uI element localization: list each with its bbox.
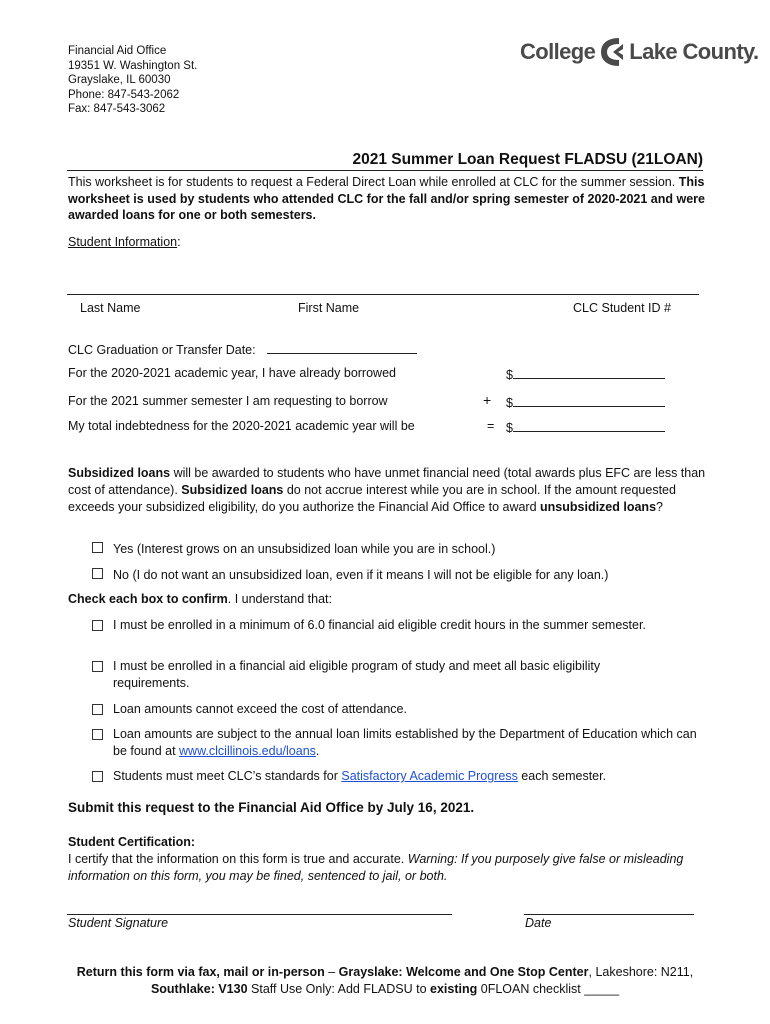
footer-lakeshore: , Lakeshore: N211, bbox=[588, 965, 694, 979]
dollar-sign: $ bbox=[506, 421, 513, 435]
check-sap-label: Students must meet CLC’s standards for bbox=[113, 769, 342, 783]
footer-instructions bbox=[30, 964, 740, 998]
check-loan-limits-label: Loan amounts are subject to the annual loan limits established by the Department of Education which can be found at bbox=[113, 727, 697, 758]
option-no[interactable] bbox=[92, 567, 608, 584]
certification-heading: Student Certification: bbox=[68, 835, 196, 849]
dollar-sign: $ bbox=[506, 368, 513, 382]
footer-southlake: Southlake: V130 bbox=[150, 982, 248, 996]
checkbox-cost[interactable] bbox=[92, 704, 103, 715]
total-field bbox=[506, 419, 665, 435]
footer-checklist: 0FLOAN checklist _____ bbox=[477, 982, 620, 996]
student-signature-label: Student Signature bbox=[68, 916, 169, 930]
equals-operator: = bbox=[487, 419, 495, 433]
footer-existing: existing bbox=[430, 982, 478, 996]
office-name: Financial Aid Office bbox=[68, 45, 167, 57]
office-address bbox=[68, 44, 197, 117]
dollar-sign: $ bbox=[506, 396, 513, 410]
borrowed-label: For the 2020-2021 academic year, I have already borrowed bbox=[68, 366, 396, 380]
office-fax: Fax: 847-543-3062 bbox=[68, 103, 166, 116]
checkbox-credit-hours[interactable] bbox=[92, 620, 103, 631]
submit-deadline: Submit this request to the Financial Aid Office by July 16, 2021. bbox=[68, 800, 475, 815]
logo-word-right: Lake County. bbox=[629, 39, 759, 64]
intro-plain: This worksheet is for students to request a Federal Direct Loan while enrolled at CLC for the summer session. bbox=[68, 175, 679, 189]
subsidized-text-2: do not accrue interest while you are in school. If the amount requested exceeds your subsidized eligibility, do you authorize the Financial Aid Office to award bbox=[68, 483, 676, 514]
borrowed-input[interactable] bbox=[513, 366, 665, 379]
grad-date-field[interactable] bbox=[267, 341, 417, 354]
check-sap-end: each semester. bbox=[517, 769, 607, 783]
check-cost-label: Loan amounts cannot exceed the cost of attendance. bbox=[113, 702, 407, 716]
check-credit-hours[interactable] bbox=[92, 617, 652, 634]
request-label: For the 2021 summer semester I am requesting to borrow bbox=[68, 394, 388, 408]
grad-date-row bbox=[68, 341, 417, 357]
check-sap[interactable] bbox=[92, 768, 712, 785]
intro-bold: This worksheet is used by students who attended CLC for the fall and/or spring semester of 2020-2021 and were awarded loans for one or both semesters. bbox=[68, 175, 705, 222]
student-info-colon: : bbox=[177, 235, 181, 249]
name-input-line[interactable] bbox=[67, 294, 699, 295]
check-eligible-program[interactable] bbox=[92, 658, 662, 691]
grad-date-label: CLC Graduation or Transfer Date: bbox=[68, 343, 256, 357]
footer-dash: – bbox=[324, 965, 339, 979]
total-label: My total indebtedness for the 2020-2021 academic year will be bbox=[68, 419, 415, 433]
subsidized-paragraph bbox=[68, 465, 708, 516]
footer-return: Return this form via fax, mail or in-person bbox=[76, 965, 325, 979]
check-credit-hours-label: I must be enrolled in a minimum of 6.0 financial aid eligible credit hours in the summer semester. bbox=[113, 618, 646, 632]
first-name-label: First Name bbox=[298, 301, 360, 315]
college-logo bbox=[520, 30, 759, 74]
unsubsidized-term: unsubsidized loans bbox=[540, 500, 657, 514]
student-info-heading bbox=[68, 235, 181, 249]
student-id-label: CLC Student ID # bbox=[573, 301, 671, 315]
footer-grayslake: Grayslake: Welcome and One Stop Center bbox=[338, 965, 589, 979]
loans-link[interactable]: www.clcillinois.edu/loans bbox=[179, 743, 316, 758]
total-input[interactable] bbox=[513, 419, 665, 432]
request-input[interactable] bbox=[513, 394, 665, 407]
office-street: 19351 W. Washington St. bbox=[68, 59, 198, 72]
option-yes-label: Yes (Interest grows on an unsubsidized loan while you are in school.) bbox=[113, 542, 496, 556]
checkbox-yes[interactable] bbox=[92, 542, 103, 553]
office-city: Grayslake, IL 60030 bbox=[68, 74, 171, 87]
logo-mark-icon bbox=[597, 34, 627, 70]
checkbox-sap[interactable] bbox=[92, 771, 103, 782]
checkbox-eligible-program[interactable] bbox=[92, 661, 103, 672]
subsidized-term: Subsidized loans bbox=[181, 483, 284, 497]
footer-staff: Staff Use Only: Add FLADSU to bbox=[247, 982, 431, 996]
office-phone: Phone: 847-543-2062 bbox=[68, 88, 180, 101]
confirm-heading bbox=[68, 591, 332, 608]
option-yes[interactable] bbox=[92, 541, 495, 558]
logo-word-left: College bbox=[520, 39, 596, 64]
confirm-rest: . I understand that: bbox=[227, 592, 333, 606]
sap-link[interactable]: Satisfactory Academic Progress bbox=[341, 769, 518, 783]
certification-plain: I certify that the information on this form is true and accurate. bbox=[68, 852, 408, 866]
signature-line[interactable] bbox=[67, 914, 452, 915]
date-line[interactable] bbox=[524, 914, 694, 915]
intro-text bbox=[68, 174, 708, 224]
check-eligible-program-label: I must be enrolled in a financial aid eligible program of study and meet all basic eligibility requirements. bbox=[113, 659, 601, 690]
subsidized-text-1: will be awarded to students who have unmet financial need (total awards plus EFC are less than cost of attendance). bbox=[68, 466, 706, 497]
checkbox-no[interactable] bbox=[92, 568, 103, 579]
check-loan-limits[interactable] bbox=[92, 726, 712, 759]
plus-operator: + bbox=[483, 392, 492, 408]
check-cost[interactable] bbox=[92, 701, 662, 718]
student-info-label: Student Information bbox=[68, 235, 178, 249]
confirm-bold: Check each box to confirm bbox=[68, 592, 228, 606]
borrowed-field bbox=[506, 366, 665, 382]
question-mark: ? bbox=[656, 500, 663, 514]
option-no-label: No (I do not want an unsubsidized loan, even if it means I will not be eligible for any loan.) bbox=[113, 568, 609, 582]
certification-warning: Warning: If you purposely give false or misleading information on this form, you may be fined, sentenced to jail, or both. bbox=[68, 852, 684, 883]
form-title: 2021 Summer Loan Request FLADSU (21LOAN) bbox=[67, 151, 703, 171]
last-name-label: Last Name bbox=[80, 301, 141, 315]
period: . bbox=[315, 743, 320, 758]
request-field bbox=[506, 394, 665, 410]
subsidized-term: Subsidized loans bbox=[68, 466, 171, 480]
certification-text bbox=[68, 851, 708, 885]
checkbox-loan-limits[interactable] bbox=[92, 729, 103, 740]
date-label: Date bbox=[525, 916, 552, 930]
